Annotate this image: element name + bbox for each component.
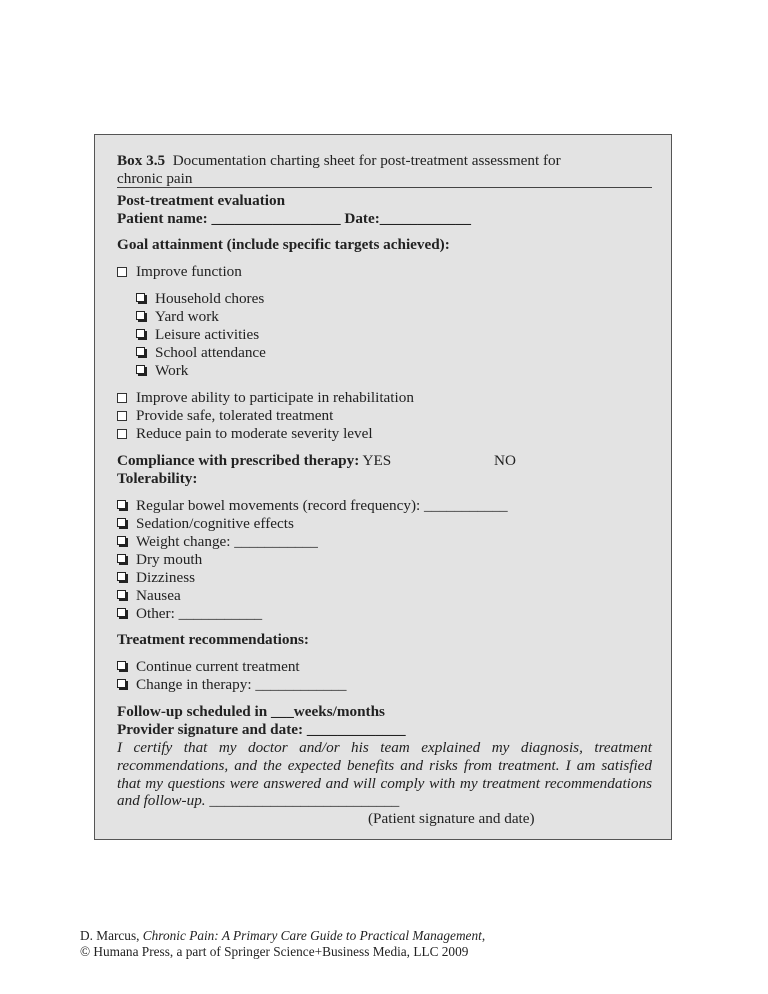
patient-signature-caption: (Patient signature and date) (368, 810, 535, 827)
tolerability-label: Regular bowel movements (record frequency): ___________ (136, 497, 508, 514)
tolerability-item (117, 515, 294, 533)
checkbox-icon[interactable] (136, 347, 147, 358)
goal-label: Reduce pain to moderate severity level (136, 425, 373, 442)
certification-text: I certify that my doctor and/or his team explained my diagnosis, treatment recommendations, and the expected benefits and risks from treatment. I am satisfied that my questions were answered and will comply with my treatment recommendations and follow-up. (117, 739, 652, 810)
title-divider (117, 187, 652, 188)
checkbox-icon[interactable] (117, 661, 128, 672)
checkbox-icon[interactable] (117, 518, 128, 529)
tolerability-heading: Tolerability: (117, 470, 198, 487)
tolerability-item (117, 497, 508, 515)
goal-item (117, 389, 414, 407)
tolerability-label: Dry mouth (136, 551, 203, 568)
tolerability-item (117, 533, 318, 551)
tolerability-item (117, 587, 181, 605)
citation-line (80, 928, 485, 944)
tolerability-item (117, 605, 262, 623)
tolerability-label: Dizziness (136, 569, 196, 586)
box-title (117, 152, 561, 170)
goal-label: Provide safe, tolerated treatment (136, 407, 334, 424)
checkbox-icon[interactable] (136, 293, 147, 304)
tolerability-label: Nausea (136, 587, 181, 604)
goal-label: Improve ability to participate in rehabilitation (136, 389, 414, 406)
checkbox-icon[interactable] (136, 311, 147, 322)
function-item (136, 362, 188, 380)
citation-book-title: Chronic Pain: A Primary Care Guide to Practical Management (142, 928, 482, 943)
recommendation-item (117, 658, 300, 676)
provider-signature-line: Provider signature and date: _____________ (117, 721, 406, 738)
patient-name-date-line: Patient name: _________________ Date:____________ (117, 210, 471, 227)
tolerability-label: Weight change: ___________ (136, 533, 318, 550)
checkbox-icon[interactable] (117, 608, 128, 619)
followup-line: Follow-up scheduled in ___weeks/months (117, 703, 385, 720)
function-label: Yard work (155, 308, 219, 325)
function-label: Household chores (155, 290, 265, 307)
checkbox-icon[interactable] (117, 679, 128, 690)
section-heading-evaluation: Post-treatment evaluation (117, 192, 286, 209)
compliance-line (117, 452, 391, 470)
checkbox-icon[interactable] (117, 554, 128, 565)
function-item (136, 308, 219, 326)
box-label: Box 3.5 (117, 152, 166, 169)
compliance-yes[interactable]: YES (362, 452, 392, 469)
citation-author: D. Marcus, (80, 928, 143, 943)
tolerability-label: Sedation/cognitive effects (136, 515, 294, 532)
tolerability-item (117, 551, 202, 569)
function-item (136, 326, 259, 344)
function-item (136, 344, 266, 362)
goal-item (117, 263, 242, 281)
function-label: Leisure activities (155, 326, 260, 343)
function-item (136, 290, 264, 308)
checkbox-icon[interactable] (136, 365, 147, 376)
compliance-no[interactable]: NO (494, 452, 516, 469)
checkbox-icon[interactable] (117, 590, 128, 601)
recommendations-heading: Treatment recommendations: (117, 631, 309, 648)
box-title-line2: chronic pain (117, 170, 193, 187)
goal-label: Improve function (136, 263, 242, 280)
patient-signature-blank: _________________________ (205, 792, 400, 810)
checkbox-icon[interactable] (117, 500, 128, 511)
checkbox-icon[interactable] (117, 536, 128, 547)
compliance-label: Compliance with prescribed therapy: (117, 452, 360, 469)
tolerability-item (117, 569, 195, 587)
goal-item (117, 425, 373, 443)
copyright-line: © Humana Press, a part of Springer Science+Business Media, LLC 2009 (80, 944, 469, 959)
recommendation-item (117, 676, 346, 694)
goal-item (117, 407, 333, 425)
tolerability-label: Other: ___________ (136, 605, 263, 622)
box-title-line1: Documentation charting sheet for post-treatment assessment for (172, 152, 561, 169)
checkbox-icon[interactable] (117, 572, 128, 583)
function-label: Work (155, 362, 189, 379)
recommendation-label: Continue current treatment (136, 658, 300, 675)
checkbox-icon[interactable] (117, 393, 127, 403)
citation-comma: , (481, 928, 486, 943)
checkbox-icon[interactable] (117, 267, 127, 277)
goal-attainment-heading: Goal attainment (include specific targets achieved): (117, 236, 450, 253)
checkbox-icon[interactable] (117, 411, 127, 421)
checkbox-icon[interactable] (136, 329, 147, 340)
function-label: School attendance (155, 344, 266, 361)
checkbox-icon[interactable] (117, 429, 127, 439)
recommendation-label: Change in therapy: ____________ (136, 676, 347, 693)
certification-statement (117, 739, 652, 810)
